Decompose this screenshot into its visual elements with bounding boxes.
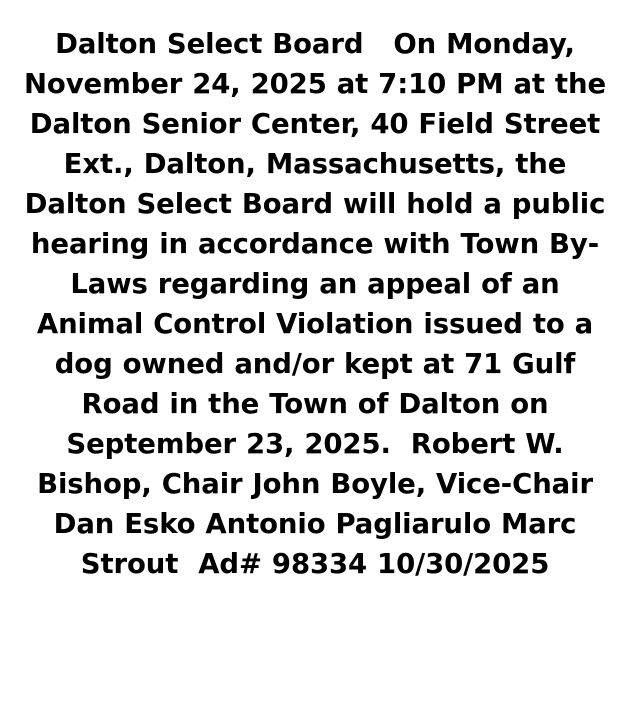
notice-body-text: Dalton Select Board On Monday, November 24, 2025 at 7:10 PM at the Dalton Senior Center, 40 Field Street Ext., Dalton, Massachusetts, the Dalton Select Board will hold a public hearing in accordance with Town By-Laws regarding an appeal of an Animal Control Violation issued to a dog owned and/or kept at 71 Gulf Road in the Town of Dalton on September 23, 2025. Robert W. Bishop, Chair John Boyle, Vice-Chair Dan Esko Antonio Pagliarulo Marc Strout Ad# 98334 10/30/2025 xyxy=(23,28,616,580)
